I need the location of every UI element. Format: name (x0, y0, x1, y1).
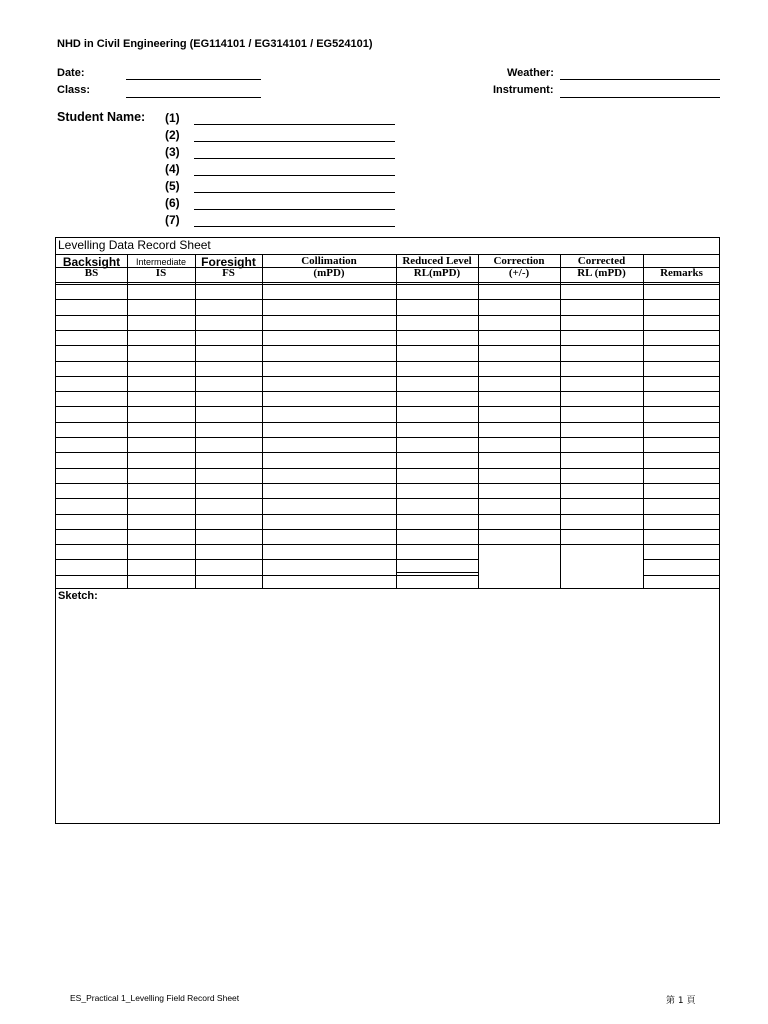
column-header-bottom: IS (155, 267, 167, 279)
weather-field-line[interactable] (560, 79, 720, 80)
row-line (56, 330, 720, 331)
student-name-line[interactable] (194, 141, 395, 142)
student-name-line[interactable] (194, 192, 395, 193)
student-number-label: (3) (165, 145, 180, 159)
row-line (56, 299, 720, 300)
instrument-field-line[interactable] (560, 97, 720, 98)
column-header-top: Collimation (301, 255, 357, 267)
student-number-label: (4) (165, 162, 180, 176)
sketch-label: Sketch: (58, 590, 98, 602)
column-header-bottom: FS (222, 267, 235, 279)
row-line (396, 572, 478, 573)
column-header-bottom: (mPD) (313, 267, 345, 279)
column-header-top: Reduced Level (402, 255, 472, 267)
row-line (56, 345, 720, 346)
row-line (643, 575, 720, 576)
footer-document-name: ES_Practical 1_Levelling Field Record Sheet (70, 993, 240, 1003)
instrument-label: Instrument: (493, 84, 554, 96)
column-header-bottom: RL(mPD) (413, 267, 461, 279)
row-line (56, 559, 478, 560)
row-line (56, 391, 720, 392)
header-double-line (56, 284, 720, 285)
row-line (56, 406, 720, 407)
column-header-top: Backsight (62, 255, 121, 269)
row-line (643, 559, 720, 560)
student-number-label: (5) (165, 179, 180, 193)
class-label: Class: (57, 84, 91, 96)
column-header-bottom: Remarks (660, 267, 703, 279)
weather-label: Weather: (507, 67, 554, 79)
sheet-title: Levelling Data Record Sheet (58, 238, 211, 252)
row-line (56, 498, 720, 499)
student-name-line[interactable] (194, 175, 395, 176)
column-header-top: Corrected (577, 255, 626, 267)
row-line (56, 437, 720, 438)
column-header-top: Correction (493, 255, 545, 267)
row-line (56, 422, 720, 423)
class-field-line[interactable] (126, 97, 261, 98)
student-name-line[interactable] (194, 226, 395, 227)
row-line (56, 468, 720, 469)
row-line (56, 483, 720, 484)
sketch-top-line (56, 588, 720, 589)
student-number-label: (1) (165, 111, 180, 125)
student-number-label: (7) (165, 213, 180, 227)
student-name-label: Student Name: (57, 110, 146, 124)
column-header-bottom: (+/-) (508, 267, 530, 279)
row-line (56, 452, 720, 453)
row-line (56, 575, 478, 576)
date-label: Date: (57, 67, 85, 79)
row-line (56, 514, 720, 515)
date-field-line[interactable] (126, 79, 261, 80)
student-name-line[interactable] (194, 124, 395, 125)
column-header-top: Foresight (201, 255, 256, 269)
column-header-top: Intermediate (135, 257, 187, 267)
row-line (56, 315, 720, 316)
document-title: NHD in Civil Engineering (EG114101 / EG314101 / EG524101) (57, 38, 373, 50)
row-line (56, 529, 720, 530)
row-line (56, 361, 720, 362)
header-bottom-line (56, 282, 720, 283)
student-name-line[interactable] (194, 158, 395, 159)
footer-page-number: 第 1 頁 (666, 996, 696, 1006)
student-name-line[interactable] (194, 209, 395, 210)
row-line (56, 376, 720, 377)
student-number-label: (6) (165, 196, 180, 210)
row-line (56, 544, 720, 545)
column-header-bottom: BS (84, 267, 99, 279)
student-number-label: (2) (165, 128, 180, 142)
column-header-bottom: RL (mPD) (577, 267, 626, 279)
levelling-record-table (55, 237, 720, 824)
